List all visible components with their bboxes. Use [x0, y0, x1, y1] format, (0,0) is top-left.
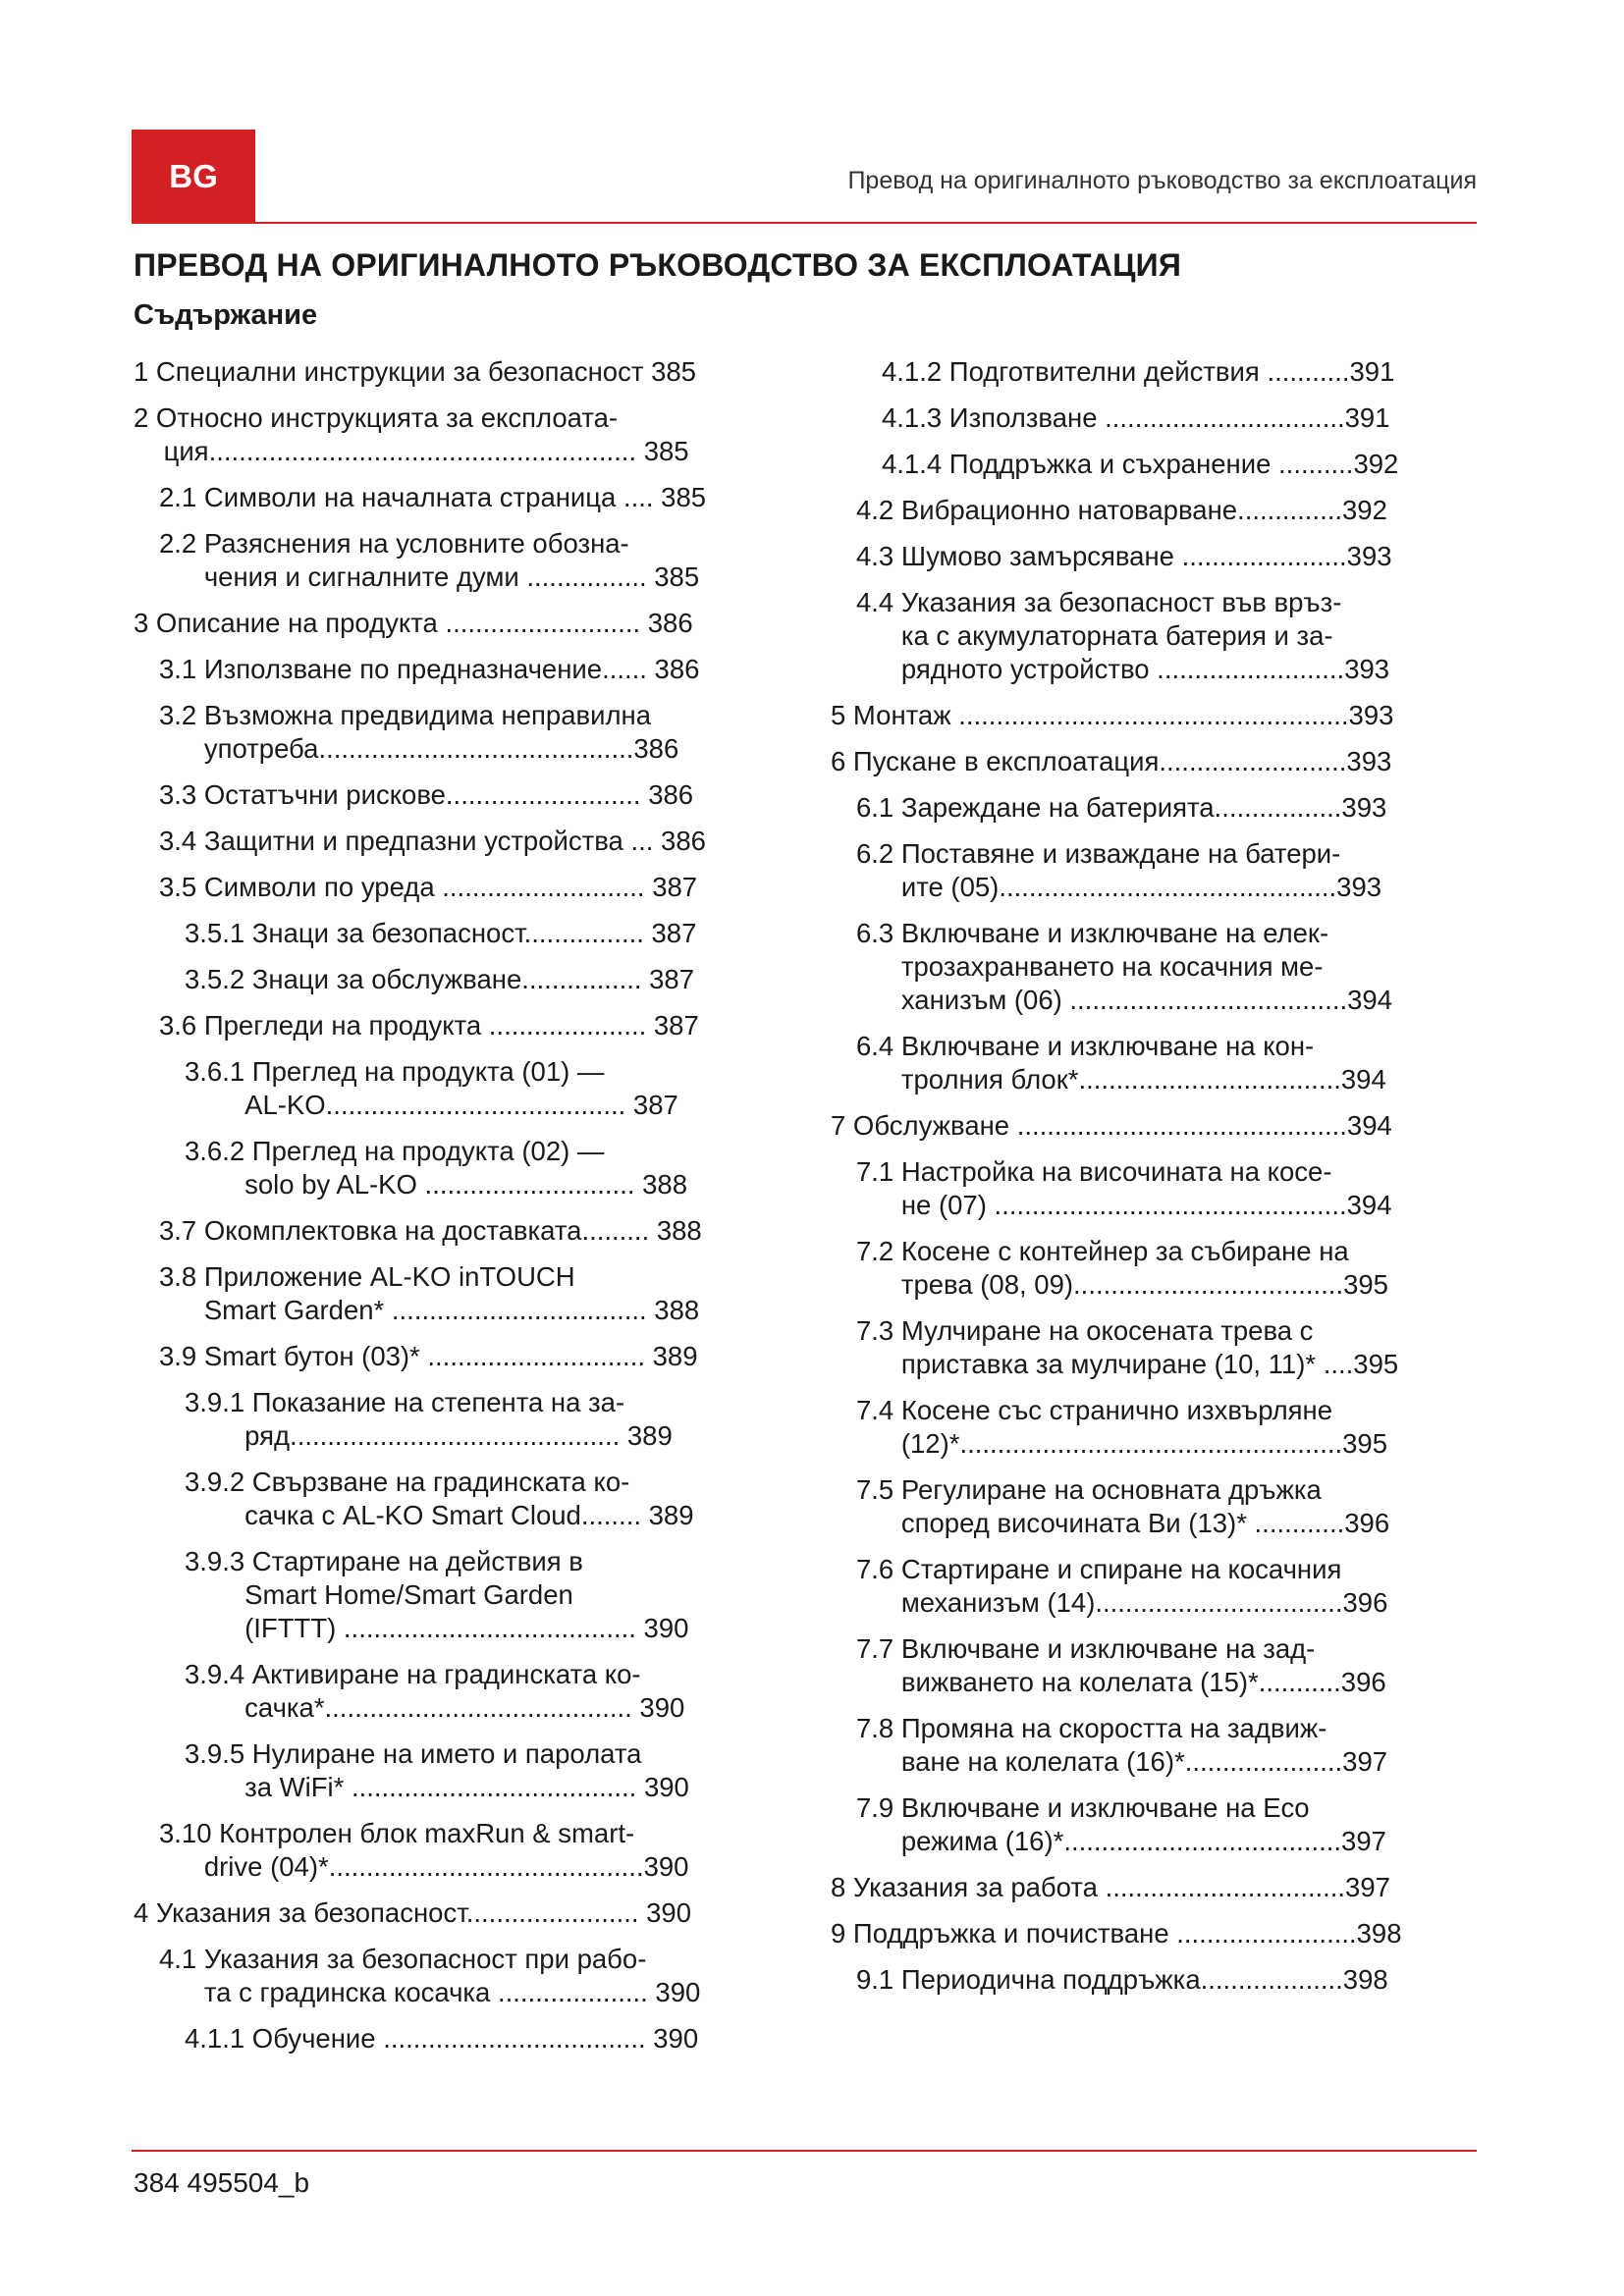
- toc-entry[interactable]: [831, 837, 1475, 904]
- toc-entry-line: 1 Специални инструкции за безопасност 385: [134, 356, 696, 387]
- toc-entry[interactable]: [134, 1466, 782, 1532]
- toc-entry-line: трева (08, 09)....................................395: [856, 1269, 1388, 1300]
- toc-entry-line: 3.7 Окомплектовка на доставката......... 388: [159, 1215, 702, 1246]
- toc-entry[interactable]: [831, 1030, 1475, 1096]
- toc-entry[interactable]: [134, 481, 782, 514]
- toc-entry-line: 7.2 Косене с контейнер за събиране на: [856, 1236, 1349, 1266]
- toc-entry-line: режима (16)*.....................................397: [856, 1826, 1386, 1856]
- toc-entry-line: ханизъм (06) .....................................394: [856, 985, 1392, 1015]
- toc-entry[interactable]: [831, 699, 1475, 732]
- toc-entry-line: 7.3 Мулчиране на окосената трева с: [856, 1315, 1314, 1346]
- toc-entry-line: според височината Ви (13)* ............396: [856, 1508, 1390, 1538]
- toc-entry[interactable]: [134, 1943, 782, 2009]
- toc-entry-line: 6.4 Включване и изключване на кон-: [856, 1031, 1315, 1061]
- toc-entry[interactable]: [134, 917, 782, 950]
- toc-entry-line: та с градинска косачка .................... 390: [159, 1977, 701, 2007]
- footer-divider: [132, 2150, 1477, 2152]
- toc-entry-line: 4.1.1 Обучение ................................... 390: [185, 2023, 699, 2054]
- toc-entry[interactable]: [831, 1791, 1475, 1858]
- toc-entry[interactable]: [831, 540, 1475, 573]
- toc-entry-line: drive (04)*..........................................390: [159, 1851, 689, 1882]
- toc-entry[interactable]: [831, 494, 1475, 527]
- toc-entry[interactable]: [134, 1009, 782, 1042]
- toc-entry[interactable]: [134, 355, 782, 389]
- toc-entry-line: 3.3 Остатъчни рискове.......................... 386: [159, 779, 694, 810]
- toc-entry-line: 3.5.2 Знаци за обслужване................ 387: [185, 964, 695, 994]
- toc-entry-line: (IFTTT) ....................................... 390: [185, 1613, 689, 1643]
- toc-entry-line: 6 Пускане в експлоатация.........................393: [831, 746, 1392, 776]
- toc-entry-line: 7 Обслужване ............................................394: [831, 1110, 1392, 1141]
- toc-entry-line: 6.2 Поставяне и изваждане на батери-: [856, 838, 1341, 869]
- toc-entry[interactable]: [831, 1109, 1475, 1143]
- toc-entry[interactable]: [134, 1214, 782, 1248]
- document-title: ПРЕВОД НА ОРИГИНАЛНОТО РЪКОВОДСТВО ЗА ЕКСПЛОАТАЦИЯ: [134, 247, 1182, 283]
- toc-entry-line: механизъм (14).................................396: [856, 1587, 1388, 1618]
- toc-entry[interactable]: [134, 825, 782, 858]
- toc-entry[interactable]: [134, 1737, 782, 1804]
- toc-entry-line: ите (05).............................................393: [856, 872, 1382, 902]
- toc-entry-line: 3.9.2 Свързване на градинската ко-: [185, 1467, 630, 1497]
- toc-entry[interactable]: [831, 1917, 1475, 1950]
- toc-entry-line: ка с акумулаторната батерия и за-: [856, 620, 1333, 651]
- toc-entry-line: 7.5 Регулиране на основната дръжка: [856, 1474, 1322, 1505]
- toc-entry[interactable]: [831, 1473, 1475, 1540]
- toc-entry-line: 6.1 Зареждане на батерията.................393: [856, 792, 1387, 823]
- toc-entry-line: 3.2 Възможна предвидима неправилна: [159, 700, 652, 730]
- toc-entry[interactable]: [134, 607, 782, 640]
- toc-entry[interactable]: [134, 1135, 782, 1201]
- toc-entry-line: приставка за мулчиране (10, 11)* ....395: [856, 1349, 1399, 1379]
- toc-entry-line: 4.2 Вибрационно натоварване..............392: [856, 495, 1387, 525]
- toc-entry[interactable]: [831, 448, 1475, 481]
- toc-entry-line: сачка*......................................... 390: [185, 1692, 685, 1723]
- toc-entry-line: AL-KO........................................ 387: [185, 1090, 678, 1120]
- toc-entry-line: 4.4 Указания за безопасност във връз-: [856, 587, 1342, 617]
- toc-entry-line: 3.4 Защитни и предпазни устройства ... 386: [159, 826, 706, 856]
- toc-entry-line: 5 Монтаж ....................................................393: [831, 700, 1394, 730]
- toc-entry-line: 4.1.2 Подготвителни действия ...........391: [882, 356, 1395, 387]
- toc-entry-line: 3.10 Контролен блок maxRun & smart-: [159, 1818, 635, 1848]
- toc-entry-line: вижването на колелата (15)*...........396: [856, 1667, 1386, 1697]
- footer-page-ref: 384 495504_b: [134, 2167, 310, 2198]
- toc-entry-line: ване на колелата (16)*.....................397: [856, 1746, 1388, 1777]
- toc-entry-line: 4.1 Указания за безопасност при рабо-: [159, 1944, 647, 1974]
- toc-entry[interactable]: [134, 1545, 782, 1645]
- toc-entry-line: (12)*...................................................395: [856, 1428, 1387, 1459]
- toc-entry-line: тролния блок*...................................394: [856, 1064, 1386, 1095]
- toc-entry-line: 3.6 Прегледи на продукта ..................... 387: [159, 1010, 699, 1041]
- toc-entry[interactable]: [831, 745, 1475, 778]
- toc-entry[interactable]: [831, 917, 1475, 1017]
- toc-entry-line: 4.1.3 Използване ................................391: [882, 402, 1390, 433]
- toc-entry-line: 7.1 Настройка на височината на косе-: [856, 1156, 1332, 1187]
- toc-entry-line: 9.1 Периодична поддръжка...................398: [856, 1964, 1388, 1995]
- toc-entry-line: 3.6.2 Преглед на продукта (02) —: [185, 1136, 605, 1166]
- toc-entry-line: 3.9.5 Нулиране на името и паролата: [185, 1738, 642, 1769]
- toc-entry-line: 2 Относно инструкцията за експлоата-: [134, 402, 619, 433]
- toc-entry-line: 4.1.4 Поддръжка и съхранение ..........392: [882, 449, 1399, 479]
- toc-entry-line: 3.1 Използване по предназначение...... 386: [159, 654, 700, 684]
- toc-entry[interactable]: [831, 355, 1475, 389]
- toc-entry-line: 3.5 Символи по уреда ........................... 387: [159, 872, 698, 902]
- toc-entry-line: Smart Home/Smart Garden: [185, 1579, 573, 1610]
- toc-entry-line: 8 Указания за работа ................................397: [831, 1872, 1390, 1902]
- toc-entry-line: 4 Указания за безопасност....................... 390: [134, 1897, 692, 1928]
- toc-entry[interactable]: [134, 1817, 782, 1884]
- toc-entry-line: употреба..........................................386: [159, 733, 679, 764]
- toc-entry-line: не (07) ...............................................394: [856, 1190, 1392, 1220]
- toc-entry-line: 3.9 Smart бутон (03)* ............................. 389: [159, 1341, 698, 1371]
- toc-entry[interactable]: [134, 778, 782, 812]
- toc-entry-line: 3.8 Приложение AL-KO inTOUCH: [159, 1261, 575, 1292]
- toc-entry-line: 7.8 Промяна на скоростта на задвиж-: [856, 1713, 1327, 1743]
- header-divider: [132, 222, 1477, 224]
- toc-entry[interactable]: [134, 527, 782, 594]
- toc-column-left: [134, 355, 782, 2068]
- toc-entry[interactable]: [134, 1340, 782, 1373]
- toc-entry[interactable]: [134, 401, 782, 468]
- toc-entry-line: 2.1 Символи на началната страница .... 385: [159, 482, 707, 512]
- toc-entry-line: 6.3 Включване и изключване на елек-: [856, 918, 1329, 948]
- toc-entry-line: 3.9.1 Показание на степента на за-: [185, 1387, 625, 1417]
- toc-entry-line: ция......................................................... 385: [134, 436, 689, 466]
- toc-entry-line: рядното устройство .........................393: [856, 654, 1390, 684]
- toc-column-right: [831, 355, 1475, 2009]
- toc-entry[interactable]: [831, 1871, 1475, 1904]
- toc-entry-line: сачка с AL-KO Smart Cloud........ 389: [185, 1500, 694, 1530]
- toc-entry[interactable]: [831, 1632, 1475, 1699]
- toc-entry[interactable]: [831, 1553, 1475, 1620]
- toc-entry[interactable]: [134, 1055, 782, 1122]
- toc-entry-line: 7.6 Стартиране и спиране на косачния: [856, 1554, 1342, 1584]
- toc-entry[interactable]: [831, 586, 1475, 686]
- toc-entry[interactable]: [134, 963, 782, 996]
- toc-entry[interactable]: [831, 1235, 1475, 1302]
- toc-entry[interactable]: [831, 1155, 1475, 1222]
- toc-entry[interactable]: [134, 699, 782, 766]
- toc-heading: Съдържание: [134, 299, 318, 331]
- toc-entry-line: 9 Поддръжка и почистване ........................398: [831, 1918, 1402, 1949]
- toc-entry-line: 3.9.3 Стартиране на действия в: [185, 1546, 583, 1576]
- toc-entry-line: Smart Garden* .................................. 388: [159, 1295, 700, 1325]
- toc-entry[interactable]: [134, 1260, 782, 1327]
- toc-entry[interactable]: [134, 2022, 782, 2056]
- toc-entry-line: 4.3 Шумово замърсяване ......................393: [856, 541, 1392, 571]
- toc-entry-line: 3.9.4 Активиране на градинската ко-: [185, 1659, 641, 1689]
- toc-entry-line: ряд............................................ 389: [185, 1420, 673, 1451]
- toc-entry[interactable]: [134, 1658, 782, 1725]
- toc-entry[interactable]: [831, 1314, 1475, 1381]
- toc-entry-line: 3 Описание на продукта .......................... 386: [134, 608, 693, 638]
- toc-entry-line: solo by AL-KO ............................ 388: [185, 1169, 688, 1200]
- language-badge: BG: [132, 130, 255, 224]
- toc-entry-line: 3.6.1 Преглед на продукта (01) —: [185, 1056, 605, 1087]
- toc-entry-line: 7.4 Косене със странично изхвърляне: [856, 1395, 1332, 1425]
- toc-entry[interactable]: [831, 1963, 1475, 1997]
- toc-entry-line: 3.5.1 Знаци за безопасност................ 387: [185, 918, 697, 948]
- toc-entry-line: за WiFi* ...................................... 390: [185, 1772, 689, 1802]
- toc-entry[interactable]: [831, 1394, 1475, 1461]
- toc-entry[interactable]: [134, 1386, 782, 1453]
- toc-entry-line: 7.9 Включване и изключване на Eco: [856, 1792, 1310, 1823]
- toc-entry-line: 2.2 Разяснения на условните обозна-: [159, 528, 629, 559]
- toc-entry-line: трозахранването на косачния ме-: [856, 951, 1324, 982]
- toc-entry[interactable]: [831, 401, 1475, 435]
- toc-entry-line: 7.7 Включване и изключване на зад-: [856, 1633, 1316, 1664]
- toc-entry[interactable]: [831, 791, 1475, 825]
- toc-entry[interactable]: [134, 1896, 782, 1930]
- toc-entry[interactable]: [134, 653, 782, 686]
- toc-entry[interactable]: [134, 871, 782, 904]
- toc-entry-line: чения и сигналните думи ................ 385: [159, 561, 700, 592]
- header-title: Превод на оригиналното ръководство за експлоатация: [847, 167, 1477, 194]
- toc-entry[interactable]: [831, 1712, 1475, 1779]
